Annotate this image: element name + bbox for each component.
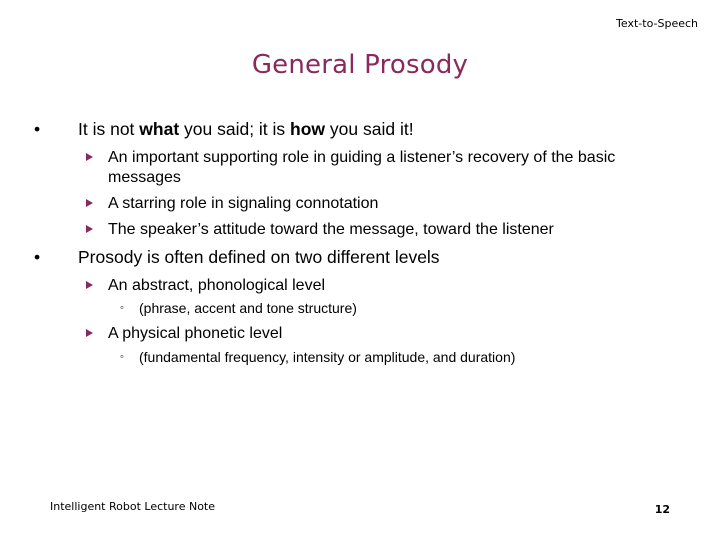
detail-text: (fundamental frequency, intensity or amplitude, and duration) xyxy=(139,349,516,365)
sub-bullet-text: An important supporting role in guiding a listener’s recovery of the basic messages xyxy=(108,149,616,186)
sub-bullet-text: The speaker’s attitude toward the message, toward the listener xyxy=(108,221,554,238)
circle-bullet-icon: ◦ xyxy=(120,302,124,314)
bullet-1-post: you said it! xyxy=(325,119,414,139)
arrow-bullet-icon xyxy=(86,329,93,337)
slide-title: General Prosody xyxy=(251,50,469,80)
bullet-1-emphasis-how: how xyxy=(290,119,326,139)
header-tag: Text-to-Speech xyxy=(616,17,698,30)
footer-course-name: Intelligent Robot Lecture Note xyxy=(50,500,216,513)
bullet-1-mid: you said; it is xyxy=(179,119,291,139)
bullet-1-emphasis-what: what xyxy=(139,119,180,139)
arrow-bullet-icon xyxy=(86,199,93,207)
bullet-dot-icon: • xyxy=(34,247,41,267)
bullet-1-text xyxy=(78,118,414,140)
bullet-1-pre: It is not xyxy=(78,119,140,139)
detail-text: (phrase, accent and tone structure) xyxy=(139,300,357,316)
sub-bullet-text: A starring role in signaling connotation xyxy=(108,195,379,212)
sub-bullet-text: An abstract, phonological level xyxy=(108,277,326,294)
page-number: 12 xyxy=(654,503,670,516)
arrow-bullet-icon xyxy=(86,225,93,233)
circle-bullet-icon: ◦ xyxy=(120,351,124,363)
arrow-bullet-icon xyxy=(86,153,93,161)
arrow-bullet-icon xyxy=(86,281,93,289)
bullet-2-text: Prosody is often defined on two different levels xyxy=(78,247,440,267)
bullet-dot-icon: • xyxy=(34,119,41,139)
sub-bullet-text: A physical phonetic level xyxy=(108,325,283,342)
